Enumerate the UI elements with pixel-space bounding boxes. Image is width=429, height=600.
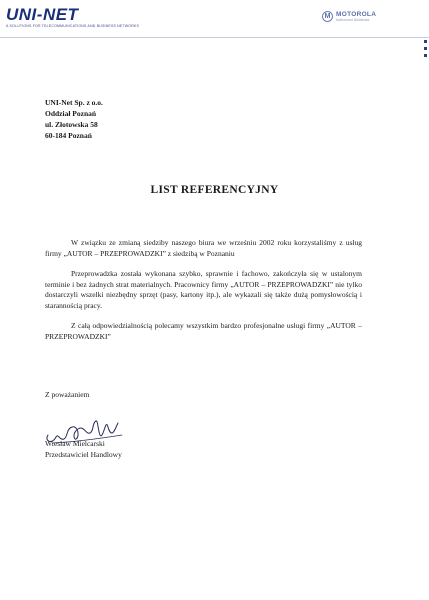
company-tagline: A SOLUTIONS FOR TELECOMMUNICATIONS AND BUSINESS NETWORKS bbox=[6, 24, 140, 28]
address-branch: Oddział Poznań bbox=[45, 109, 97, 118]
margin-dots bbox=[424, 40, 427, 57]
partner-logo-text: MOTOROLA bbox=[336, 11, 377, 18]
letterhead bbox=[0, 0, 429, 48]
closing-salutation: Z poważaniem bbox=[45, 390, 90, 399]
letter-title: LIST REFERENCYJNY bbox=[150, 184, 279, 196]
company-logo-text: UNI-NET bbox=[6, 5, 79, 24]
company-logo bbox=[6, 6, 139, 28]
body-paragraph-3: Z całą odpowiedzialnością polecamy wszystkim bardzo profesjonalne usługi firmy „AUTOR – PRZEPROWADZKI” bbox=[45, 321, 362, 341]
signer-block bbox=[45, 438, 122, 460]
address-street: ul. Złotowska 58 bbox=[45, 120, 98, 129]
partner-tagline: Authorized Distributor bbox=[336, 18, 370, 22]
signer-role: Przedstawiciel Handlowy bbox=[45, 450, 122, 459]
motorola-emblem-icon: M bbox=[322, 11, 333, 22]
body-paragraph-2: Przeprowadzka została wykonana szybko, sprawnie i fachowo, zakończyła się w ustalonym terminie i bez żadnych strat materialnych. Pracownicy firmy „AUTOR – PRZEPROWADZKI” nie tylko dostarczyli wszelki niezbędny sprzęt (pasy, kartony itp.), ale wykazali się także dużą pomysłowością i starannością pracy. bbox=[45, 269, 362, 310]
sender-address bbox=[45, 97, 103, 141]
partner-logo bbox=[322, 11, 376, 23]
address-city: 60-184 Poznań bbox=[45, 131, 92, 140]
body-paragraph-1: W związku ze zmianą siedziby naszego biura we wrześniu 2002 roku korzystaliśmy z usług firmy „AUTOR – PRZEPROWADZKI” z siedzibą w Poznaniu bbox=[45, 238, 362, 258]
signer-name: Wiesław Mielcarski bbox=[45, 439, 105, 448]
header-divider bbox=[0, 37, 429, 38]
letter-body bbox=[45, 238, 362, 352]
address-company: UNI-Net Sp. z o.o. bbox=[45, 98, 103, 107]
